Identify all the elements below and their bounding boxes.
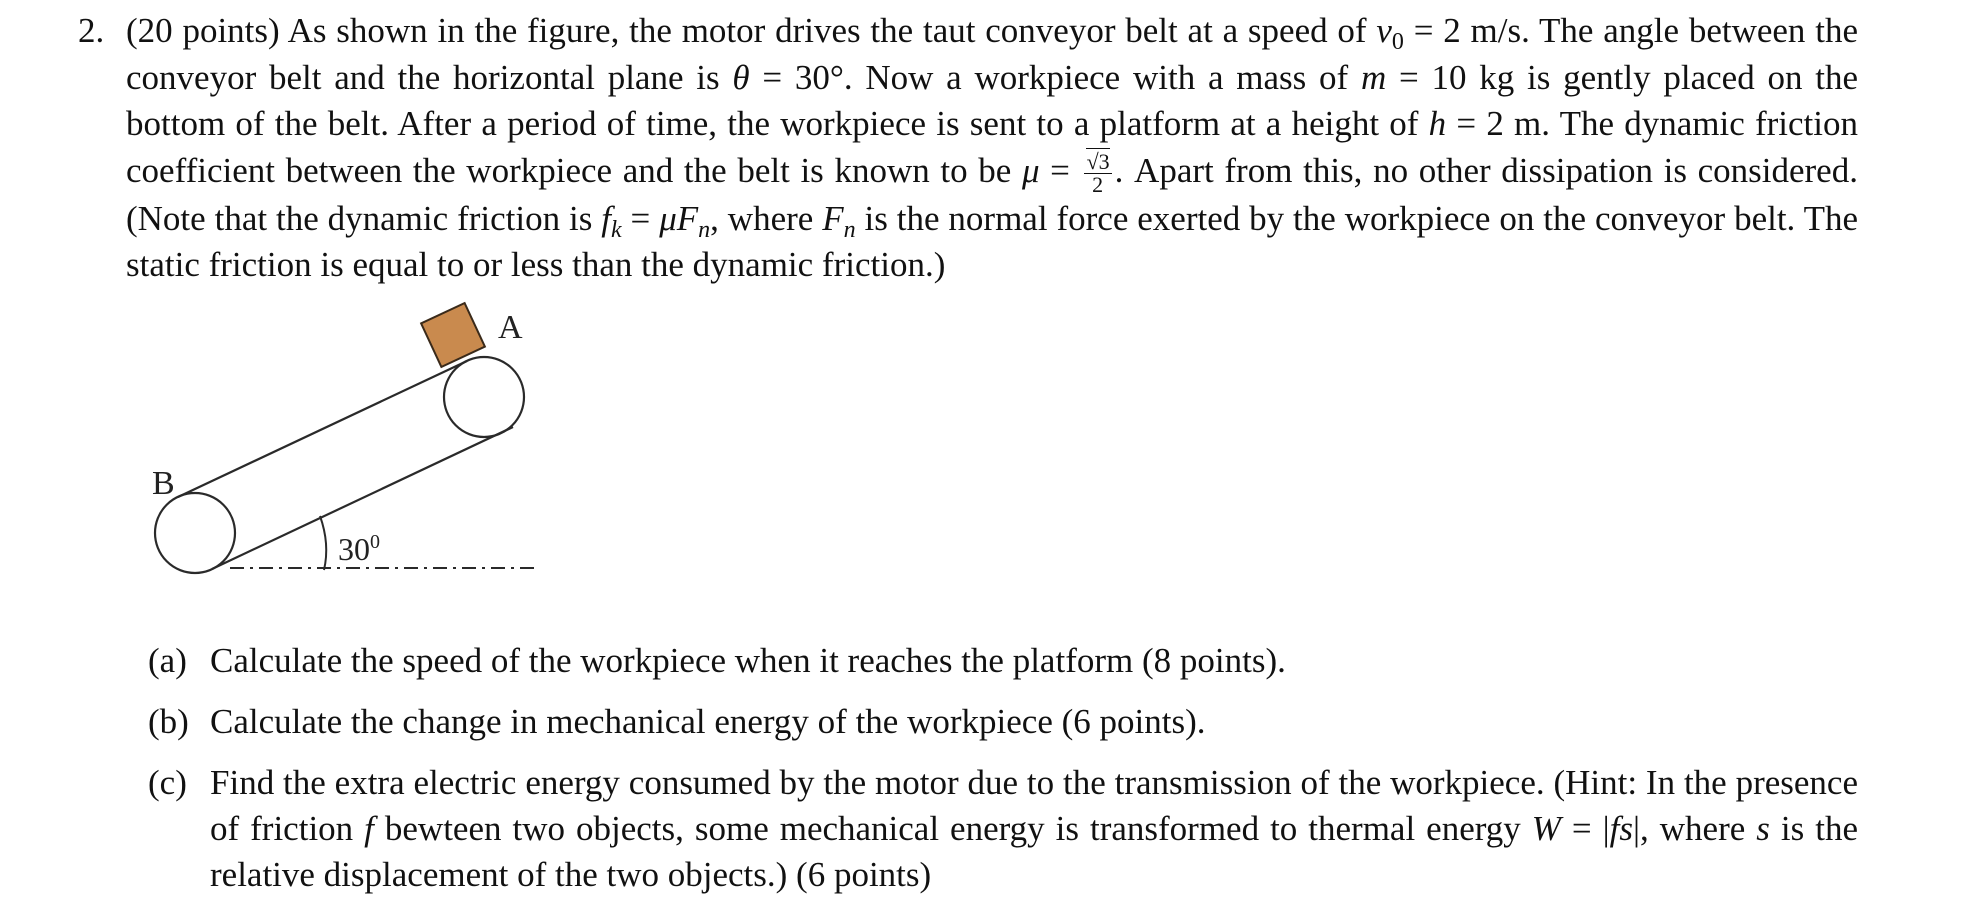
stem-text: = — [1039, 150, 1081, 190]
stem-text: , where — [710, 198, 823, 238]
stem-text: = — [621, 198, 660, 238]
subpart-text-segment: |, where — [1633, 809, 1757, 848]
sub-n: n — [698, 216, 711, 243]
var-f: f — [364, 809, 374, 848]
fraction-denominator: 2 — [1092, 171, 1104, 197]
points-label: (20 points) — [126, 11, 280, 50]
subpart-c — [148, 760, 1858, 898]
subpart-b — [148, 699, 1858, 745]
problem-stem — [126, 8, 1858, 289]
var-f: f — [601, 198, 611, 238]
var-s: s — [1756, 809, 1770, 848]
angle-label — [338, 531, 380, 567]
subpart-text: Calculate the speed of the workpiece when it reaches the platform (8 points). — [210, 641, 1286, 680]
subpart-text: Calculate the change in mechanical energy of the workpiece (6 points). — [210, 702, 1206, 741]
belt-upper-line — [178, 361, 467, 497]
stem-text: = 2 m/s. The angle between the conveyor belt and the horizontal plane is — [126, 11, 1858, 97]
sqrt3: √3 — [1086, 148, 1110, 174]
sub-k: k — [610, 216, 622, 243]
var-muF: μF — [659, 198, 699, 238]
subparts-list — [148, 638, 1858, 913]
problem-header — [78, 8, 1858, 289]
label-B: B — [152, 465, 175, 502]
var-F: F — [822, 198, 844, 238]
stem-text: = 10 kg is gently placed on the bottom of the belt. After a period of time, the workpiece is sent to a platform at a height of — [126, 57, 1858, 143]
var-h: h — [1428, 104, 1447, 143]
subpart-text-segment: = | — [1560, 809, 1610, 848]
subpart-text — [210, 760, 1858, 898]
subpart-label: (c) — [148, 763, 187, 802]
problem-statement — [78, 8, 1858, 289]
stem-text: is the normal force exerted by the workpiece on the conveyor belt. The static friction is equal to or less than the dynamic friction.) — [126, 198, 1858, 284]
fraction-numerator — [1084, 148, 1112, 174]
stem-text: = 30°. Now a workpiece with a mass of — [749, 57, 1361, 97]
fraction-sqrt3-over-2 — [1084, 148, 1112, 197]
subpart-label: (b) — [148, 702, 189, 741]
stem-text: . Apart from this, no other dissipation is considered. (Note that the dynamic friction is — [126, 150, 1858, 238]
stem-text: = 2 m. The dynamic friction coefficient between the workpiece and the belt is known to be — [126, 104, 1859, 190]
var-m: m — [1360, 57, 1387, 97]
subpart-text-segment: is the relative displacement of the two objects.) (6 points) — [210, 809, 1858, 894]
conveyor-diagram — [140, 300, 560, 600]
subpart-text-segment: Find the extra electric energy consumed by the motor due to the transmission of the workpiece. (Hint: In the presence of friction — [210, 763, 1858, 848]
var-fs: fs — [1609, 809, 1634, 848]
bottom-pulley — [155, 493, 235, 573]
var-mu: μ — [1021, 150, 1040, 190]
subpart-label: (a) — [148, 641, 187, 680]
label-A: A — [498, 309, 523, 346]
subpart-text-segment: bewteen two objects, some mechanical energy is transformed to thermal energy — [373, 809, 1532, 848]
angle-value: 30 — [338, 531, 370, 567]
conveyor-belt-figure — [140, 300, 560, 600]
stem-text: As shown in the figure, the motor drives the taut conveyor belt at a speed of — [287, 11, 1377, 50]
subpart-a — [148, 638, 1858, 684]
var-v: v — [1376, 11, 1392, 50]
angle-arc — [320, 516, 326, 570]
angle-superscript: 0 — [370, 531, 380, 553]
var-theta: θ — [732, 57, 750, 97]
var-W: W — [1531, 809, 1561, 848]
sub-n: n — [843, 216, 856, 243]
top-pulley — [444, 357, 524, 437]
sub-0: 0 — [1391, 29, 1404, 55]
problem-number: 2. — [78, 11, 105, 50]
